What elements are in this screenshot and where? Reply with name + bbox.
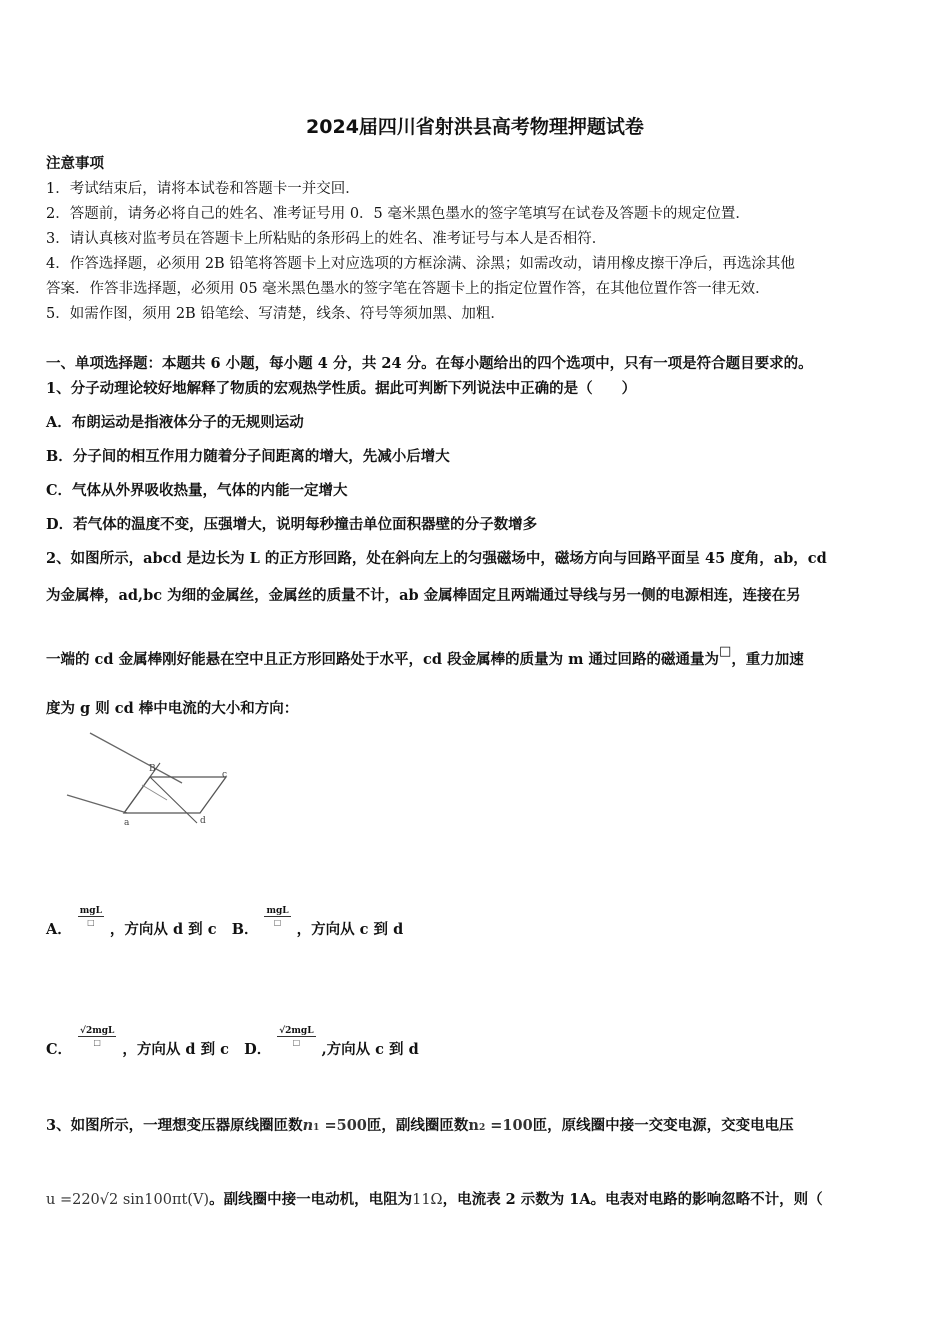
voltage-expression: u =220√2 sin100πt(V) (46, 1192, 210, 1208)
q3-text: 。副线圈中接一电动机，电阻为 (209, 1191, 413, 1208)
fraction-denominator: □ (273, 916, 282, 927)
option-b-label: B． (231, 921, 259, 938)
figure-label-b: B (149, 764, 156, 774)
option-c-text: ，方向从 d 到 c (122, 1041, 229, 1058)
note-item: 5．如需作图，须用 2B 铅笔绘、写清楚，线条、符号等须加黑、加粗． (46, 306, 505, 322)
q2-text: ，重力加速 (731, 651, 804, 668)
q3-text: 匝，原线圈中接一交变电源，交变电电压 (532, 1117, 794, 1134)
q1-option-d: D．若气体的温度不变，压强增大，说明每秒撞击单位面积器壁的分子数增多 (46, 516, 538, 533)
note-item: 答案．作答非选择题，必须用 05 毫米黑色墨水的签字笔在答题卡上的指定位置作答，在其他位置作答一律无效． (46, 281, 770, 297)
fraction-denominator: □ (87, 916, 95, 927)
q2-options-ab (46, 905, 404, 941)
n2-value: =100 (490, 1117, 533, 1134)
q3-text: 匝，副线圈匝数 (366, 1117, 469, 1134)
q3-line (46, 1188, 823, 1209)
option-d-label: D． (244, 1041, 272, 1058)
notes-heading: 注意事项 (46, 155, 104, 172)
fraction-denominator: □ (93, 1036, 101, 1047)
flux-symbol: □ (719, 644, 732, 659)
option-b-text: ，方向从 c 到 d (296, 921, 404, 938)
note-item: 3．请认真核对监考员在答题卡上所粘贴的条形码上的姓名、准考证号与本人是否相符． (46, 231, 607, 247)
fraction-numerator: mgL (266, 905, 289, 916)
page-title: 2024届四川省射洪县高考物理押题试卷 (306, 116, 644, 138)
fraction-numerator: √2mgL (279, 1025, 314, 1036)
q3-line (46, 1114, 794, 1135)
note-item: 4．作答选择题，必须用 2B 铅笔将答题卡上对应选项的方框涂满、涂黑；如需改动，请用橡皮擦干净后，再选涂其他 (46, 256, 795, 272)
q2-stem-line: 2、如图所示，abcd 是边长为 L 的正方形回路，处在斜向左上的匀强磁场中，磁场方向与回路平面呈 45 度角，ab，cd (46, 550, 827, 567)
n2-symbol: n (468, 1117, 479, 1134)
n1-value: =500 (324, 1117, 367, 1134)
note-item: 1．考试结束后，请将本试卷和答题卡一并交回． (46, 181, 360, 197)
q1-stem: 1、分子动理论较好地解释了物质的宏观热学性质。据此可判断下列说法中正确的是（ ） (46, 380, 637, 397)
q2-figure (42, 725, 232, 870)
fraction-numerator: mgL (79, 905, 102, 916)
fraction-denominator: □ (292, 1036, 301, 1047)
q2-stem-line (46, 644, 804, 669)
q2-text: 一端的 cd 金属棒刚好能悬在空中且正方形回路处于水平，cd 段金属棒的质量为 m 通过回路的磁通量为 (46, 651, 720, 668)
option-b-fraction (264, 906, 290, 927)
option-a-fraction (78, 906, 104, 927)
option-d-fraction (277, 1026, 315, 1047)
option-d-text: ,方向从 c 到 d (321, 1041, 419, 1058)
option-a-label: A． (46, 921, 72, 938)
q1-option-a: A．布朗运动是指液体分子的无规则运动 (46, 414, 304, 431)
figure-label-d: d (200, 816, 206, 826)
q3-text: 3、如图所示，一理想变压器原线圈匝数 (46, 1117, 303, 1134)
option-c-fraction (78, 1026, 116, 1047)
n1-subscript: 1 (313, 1123, 320, 1133)
n1-expression (303, 1117, 367, 1134)
option-c-label: C． (46, 1041, 73, 1058)
q1-option-b: B．分子间的相互作用力随着分子间距离的增大，先减小后增大 (46, 448, 450, 465)
q2-stem-line: 为金属棒，ad,bc 为细的金属丝，金属丝的质量不计，ab 金属棒固定且两端通过导线与另一侧的电源相连，连接在另 (46, 587, 801, 604)
section-heading: 一、单项选择题：本题共 6 小题，每小题 4 分，共 24 分。在每小题给出的四个选项中，只有一项是符合题目要求的。 (46, 355, 813, 372)
fraction-numerator: √2mgL (80, 1025, 115, 1036)
figure-label-c: c (222, 770, 228, 780)
option-a-text: ，方向从 d 到 c (109, 921, 217, 938)
n2-subscript: 2 (478, 1123, 486, 1133)
q2-options-cd (46, 1025, 419, 1061)
q2-stem-line: 度为 g 则 cd 棒中电流的大小和方向： (46, 700, 299, 717)
n2-expression (468, 1117, 532, 1134)
note-item: 2．答题前，请务必将自己的姓名、准考证号用 0．5 毫米黑色墨水的签字笔填写在试卷及答题卡的规定位置． (46, 206, 750, 222)
q1-option-c: C．气体从外界吸收热量，气体的内能一定增大 (46, 482, 348, 499)
figure-label-a: a (124, 818, 130, 828)
q3-text: ，电流表 2 示数为 1A。电表对电路的影响忽略不计，则（ (442, 1191, 823, 1208)
resistance-value: 11Ω (412, 1192, 443, 1208)
n1-symbol: n (302, 1117, 314, 1134)
